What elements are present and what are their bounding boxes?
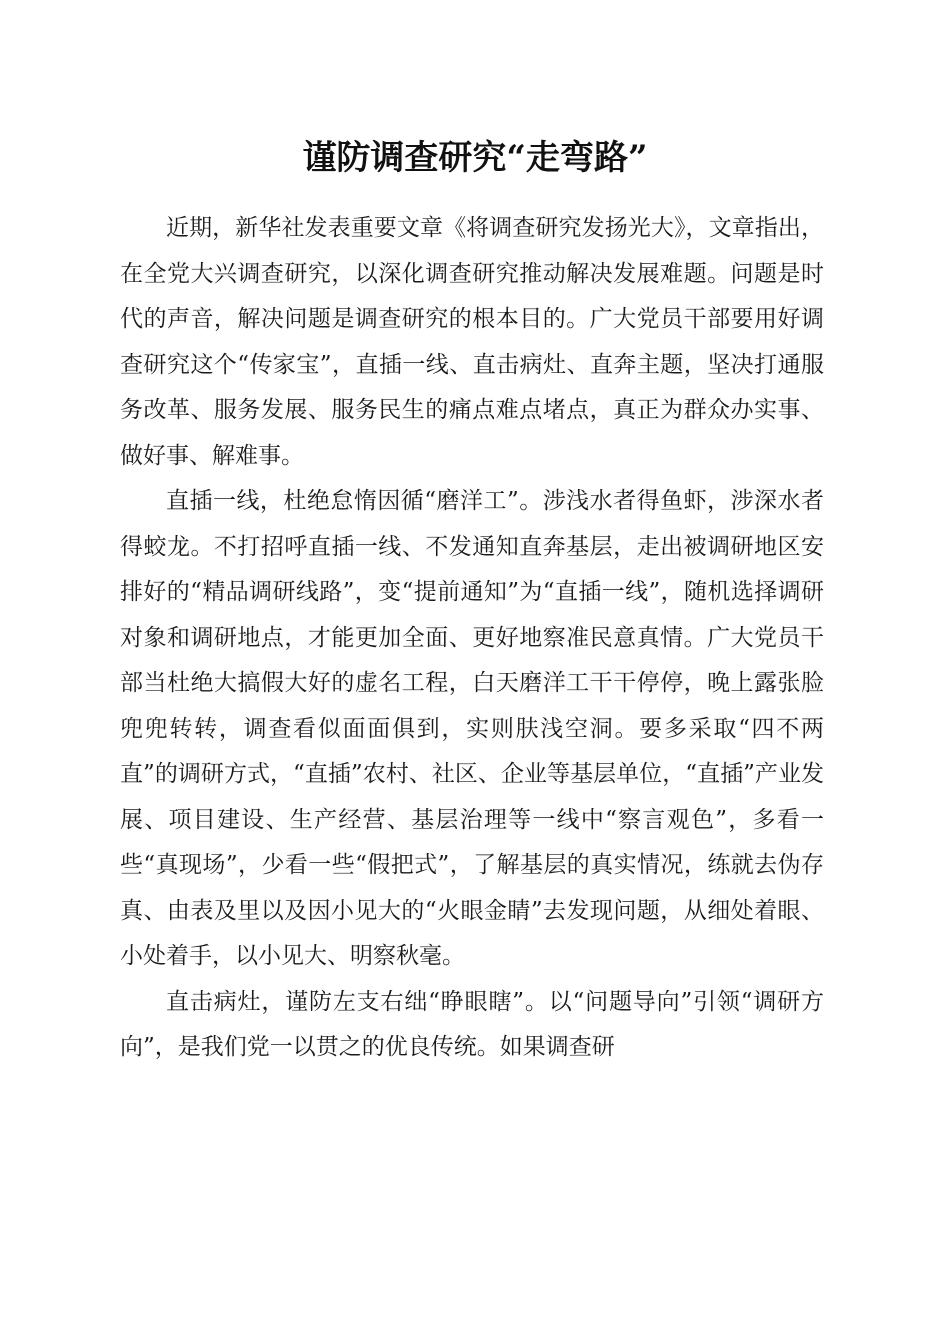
paragraph: 直击病灶，谨防左支右绌“睁眼瞎”。以“问题导向”引领“调研方向”，是我们党一以贯之的优良传统。如果调查研 (120, 988, 824, 1060)
paragraph: 直插一线，杜绝怠惰因循“磨洋工”。涉浅水者得鱼虾，涉深水者得蛟龙。不打招呼直插一线、不发通知直奔基层，走出被调研地区安排好的“精品调研线路”，变“提前通知”为“直插一线”，随机选择调研对象和调研地点，才能更加全面、更好地察准民意真情。广大党员干部当杜绝大搞假大好的虚名工程，白天磨洋工干干停停，晚上露张脸兜兜转转，调查看似面面俱到，实则肤浅空洞。要多采取“四不两直”的调研方式，“直插”农村、社区、企业等基层单位，“直插”产业发展、项目建设、生产经营、基层治理等一线中“察言观色”，多看一些“真现场”，少看一些“假把式”，了解基层的真实情况，练就去伪存真、由表及里以及因小见大的“火眼金睛”去发现问题，从细处着眼、小处着手，以小见大、明察秋毫。 (120, 488, 824, 969)
document-title: 谨防调查研究“走弯路” (302, 138, 648, 178)
paragraph: 近期，新华社发表重要文章《将调查研究发扬光大》，文章指出，在全党大兴调查研究，以深化调查研究推动解决发展难题。问题是时代的声音，解决问题是调查研究的根本目的。广大党员干部要用好调查研究这个“传家宝”，直插一线、直击病灶、直奔主题，坚决打通服务改革、服务发展、服务民生的痛点难点堵点，真正为群众办实事、做好事、解难事。 (120, 215, 824, 469)
document-body (120, 206, 824, 1071)
